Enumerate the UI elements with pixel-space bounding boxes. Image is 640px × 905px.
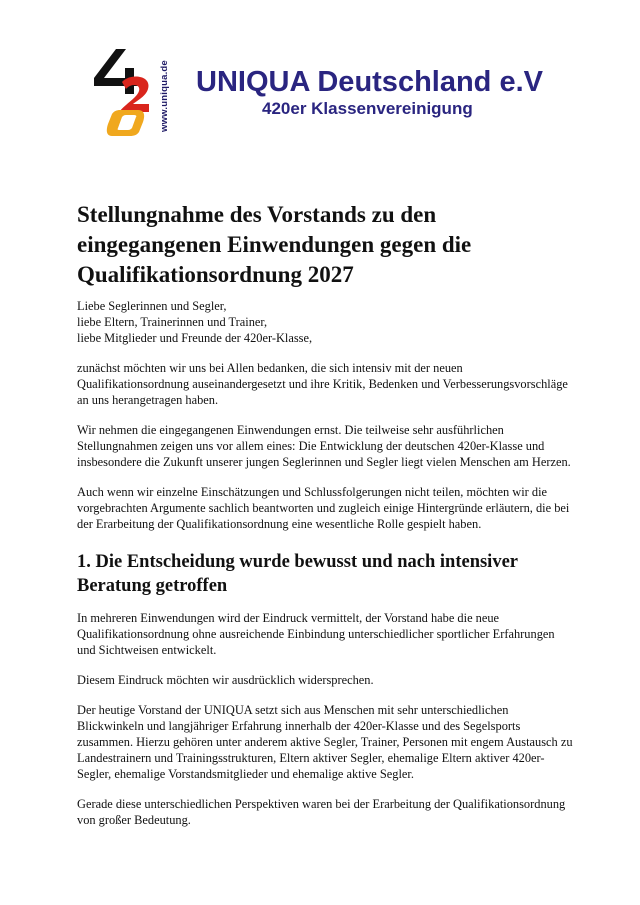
greeting-line: liebe Eltern, Trainerinnen und Trainer,: [77, 315, 268, 329]
paragraph: Der heutige Vorstand der UNIQUA setzt sich aus Menschen mit sehr unterschiedlichen Blickwinkeln und langjähriger Erfahrung innerhalb der 420er-Klasse und des Segelsports zusammen. Hierzu gehören unter anderem aktive Segler, Trainer, Personen mit engem Austausch zu Landestrainern und Trainingsstrukturen, Eltern aktiver Segler, ehemalige Eltern aktiver 420er-Segler, ehemalige Vorstandsmitglieder und ehemalige aktive Segler.: [77, 703, 573, 781]
document-body: [77, 200, 573, 828]
paragraph: Auch wenn wir einzelne Einschätzungen und Schlussfolgerungen nicht teilen, möchten wir die vorgebrachten Argumente sachlich beantworten und zugleich einige Hintergründe erläutern, die bei der Erarbeitung der Qualifikationsordnung eine wesentliche Rolle gespielt haben.: [77, 485, 570, 531]
paragraph: Wir nehmen die eingegangenen Einwendungen ernst. Die teilweise sehr ausführlichen Stellungnahmen zeigen uns vor allem eines: Die Entwicklung der deutschen 420er-Klasse und insbesondere die Zukunft unserer jungen Seglerinnen und Segler liegt vielen Menschen am Herzen.: [77, 423, 571, 469]
paragraph: zunächst möchten wir uns bei Allen bedanken, die sich intensiv mit der neuen Qualifikationsordnung auseinandergesetzt und ihre Kritik, Bedenken und Verbesserungsvorschläge an uns herangetragen haben.: [77, 361, 568, 407]
section-heading: 1. Die Entscheidung wurde bewusst und nach intensiver Beratung getroffen: [77, 552, 518, 596]
org-subtitle: 420er Klassenvereinigung: [262, 99, 473, 118]
paragraph: In mehreren Einwendungen wird der Eindruck vermittelt, der Vorstand habe die neue Qualifikationsordnung ohne ausreichende Einbindung unterschiedlicher sportlicher Erfahrungen und Sichtweisen entwickelt.: [77, 611, 555, 657]
greeting-line: Liebe Seglerinnen und Segler,: [77, 299, 227, 313]
greeting-line: liebe Mitglieder und Freunde der 420er-Klasse,: [77, 331, 313, 345]
420-logo-icon: [92, 46, 162, 136]
document-title: Stellungnahme des Vorstands zu den eingegangenen Einwendungen gegen die Qualifikationsordnung 2027: [77, 202, 472, 287]
paragraph: Gerade diese unterschiedlichen Perspektiven waren bei der Erarbeitung der Qualifikationsordnung von großer Bedeutung.: [77, 797, 566, 827]
website-url: www.uniqua.de: [159, 60, 170, 132]
paragraph: Diesem Eindruck möchten wir ausdrücklich widersprechen.: [77, 673, 374, 687]
org-name: UNIQUA Deutschland e.V: [196, 66, 543, 98]
